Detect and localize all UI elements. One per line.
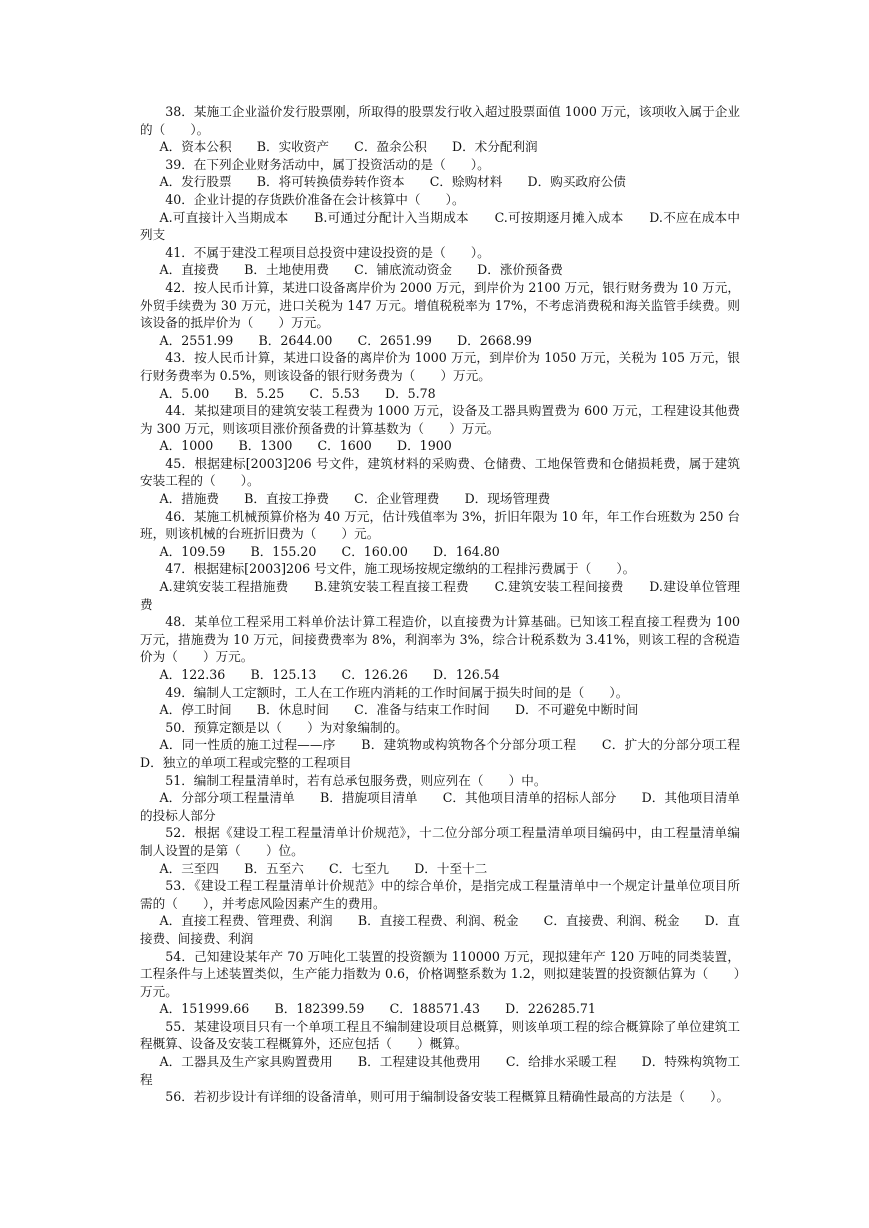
question-block [140, 613, 740, 683]
question-options: A．151999.66 B．182399.59 C．188571.43 D．226285.71 [159, 1001, 596, 1017]
question-options: A.可直接计入当期成本 B.可通过分配计入当期成本 C.可按期逐月摊入成本 D.不应在成本中列支 [140, 209, 740, 243]
question-options: A．1000 B．1300 C．1600 D．1900 [159, 438, 452, 454]
question-stem: 52．根据《建设工程工程量清单计价规范》，十二位分部分项工程量清单项目编码中，由工程量清单编制人设置的是第（ ）位。 [140, 825, 740, 858]
question-stem: 50．预算定额是以（ ）为对象编制的。 [165, 719, 408, 735]
question-options: A．工器具及生产家具购置费用 B．工程建设其他费用 C．给排水采暖工程 D．特殊构筑物工程 [140, 1054, 740, 1087]
question-block [140, 877, 740, 947]
question-stem: 53．《建设工程工程量清单计价规范》中的综合单价，是指完成工程量清单中一个规定计量单位项目所需的（ ），并考虑风险因素产生的费用。 [140, 878, 740, 911]
question-block [140, 772, 740, 825]
question-block [140, 1018, 740, 1088]
question-block [140, 719, 766, 772]
question-block [140, 191, 740, 244]
question-options: A．122.36 B．125.13 C．126.26 D．126.54 [159, 667, 500, 682]
question-block [140, 279, 740, 349]
question-stem: 47．根据建标[2003]206 号文件，施工现场按规定缴纳的工程排污费属于（ ）。 [165, 561, 636, 577]
question-stem: 40．企业计提的存货跌价准备在会计核算中（ ）。 [165, 191, 465, 207]
question-stem: 43．按人民币计算，某进口设备的离岸价为 1000 万元，到岸价为 1050 万元，关税为 105 万元，银行财务费率为 0.5%，则该设备的银行财务费为（ ）万元。 [140, 350, 740, 383]
question-options: A．2551.99 B．2644.00 C．2651.99 D．2668.99 [159, 332, 532, 348]
question-options: A．发行股票 B．将可转换债券转作资本 C．赊购材料 D．购买政府公债 [159, 174, 626, 190]
question-stem: 39．在下列企业财务活动中，属丁投资活动的是（ ）。 [165, 156, 490, 172]
question-stem: 49．编制人工定额时，工人在工作班内消耗的工作时间属于损失时间的是（ ）。 [165, 684, 629, 700]
question-block [140, 103, 740, 156]
question-options: A．直接费 B．土地使用费 C．铺底流动资金 D．涨价预备费 [159, 262, 563, 278]
question-block [140, 948, 740, 1018]
question-stem: 41．不属于建没工程项目总投资中建设投资的是（ ）。 [165, 244, 490, 260]
question-block [140, 508, 740, 561]
question-block [140, 560, 740, 613]
question-stem: 42．按人民币计算，某进口设备离岸价为 2000 万元，到岸价为 2100 万元，银行财务费为 10 万元，外贸手续费为 30 万元，进口关税为 147 万元。增值税税率为 17%，不考虑消费税和海关监管手续费。则该设备的抵岸价为（ ）万元。 [140, 279, 740, 331]
question-block [140, 402, 740, 455]
question-block [140, 349, 740, 402]
question-options: A．停工时间 B．休息时间 C．准备与结束工作时间 D．不可避免中断时间 [159, 702, 639, 718]
question-block [140, 684, 740, 719]
question-options: A．措施费 B．直按工挣费 C．企业管理费 D．现场管理费 [159, 491, 551, 507]
question-stem: 44．某拟建项目的建筑安装工程费为 1000 万元，设备及工器具购置费为 600 万元，工程建设其他费为 300 万元，则该项目涨价预备费的计算基数为（ ）万元。 [140, 403, 740, 436]
question-stem: 51．编制工程量清单时，若有总承包服务费，则应列在（ ）中。 [165, 772, 547, 788]
question-options: A．分部分项工程量清单 B．措旎项目清单 C．其他项目清单的招标人部分 D．其他项目清单的投标人部分 [140, 790, 740, 823]
question-block [140, 824, 740, 877]
question-block [140, 1088, 740, 1106]
question-options: A．资本公积 B．实收资产 C．盈余公积 D．术分配利润 [159, 139, 538, 155]
question-options: A．同一性质的施工过程——序 B．建筑物或构筑物各个分部分项工程 C．扩大的分部分项工程 D．独立的单项工程或完整的工程项目 [140, 737, 766, 770]
question-stem: 55．某建设项目只有一个单项工程且不编制建设项目总概算，则该单项工程的综合概算除了单位建筑工程概算、设备及安装工程概算外，还应包括（ ）概算。 [140, 1018, 740, 1052]
question-block [140, 244, 740, 279]
question-stem: 45．根据建标[2003]206 号文件，建筑材料的采购费、仓储费、工地保管费和仓储损耗费，属于建筑安装工程的（ ）。 [140, 455, 740, 489]
question-options: A．三至四 B．五至六 C．七至九 D．十至十二 [159, 860, 488, 876]
question-block [140, 455, 740, 508]
question-options: A.建筑安装工程措施费 B.建筑安装工程直接工程费 C.建筑安装工程间接费 D.建设单位管理费 [140, 579, 740, 612]
question-options: A．109.59 B．155.20 C．160.00 D．164.80 [159, 543, 500, 559]
document-body [140, 103, 766, 1106]
question-stem: 38．某施工企业溢价发行股票刚，所取得的股票发行收入超过股票面值 1000 万元，该项收入属于企业的（ ）。 [140, 104, 740, 137]
question-stem: 46．某施工机械预算价格为 40 万元，估计残值率为 3%，折旧年限为 10 年，年工作台班数为 250 台班，则该机械的台班折旧费为（ ）元。 [140, 508, 740, 542]
question-stem: 48．某单位工程采用工料单价法计算工程造价，以直接费为计算基础。已知该工程直接工程费为 100 万元，措施费为 10 万元，间接费费率为 8%，利润率为 3%，综合计税系数为 3.41%，则该工程的含税造价为（ ）万元。 [140, 614, 740, 665]
question-options: A．5.00 B．5.25 C．5.53 D．5.78 [159, 385, 436, 401]
question-stem: 54．己知建设某年产 70 万吨化工装置的投资额为 110000 万元，现拟建年产 120 万吨的同类装置，工程条件与上述装置类似，生产能力指数为 0.6，价格调整系数为 1.2，则拟建装置的投资额估算为（ ）万元。 [140, 948, 740, 999]
question-options: A．直接工程费、管理费、利润 B．直接工程费、利润、税金 C．直接费、利润、税金 D．直接费、间接费、利润 [140, 913, 740, 946]
question-block [140, 156, 740, 191]
question-stem: 56．若初步设计有详细的设备清单，则可用于编制设备安装工程概算且精确性最高的方法是（ ）。 [165, 1089, 730, 1105]
